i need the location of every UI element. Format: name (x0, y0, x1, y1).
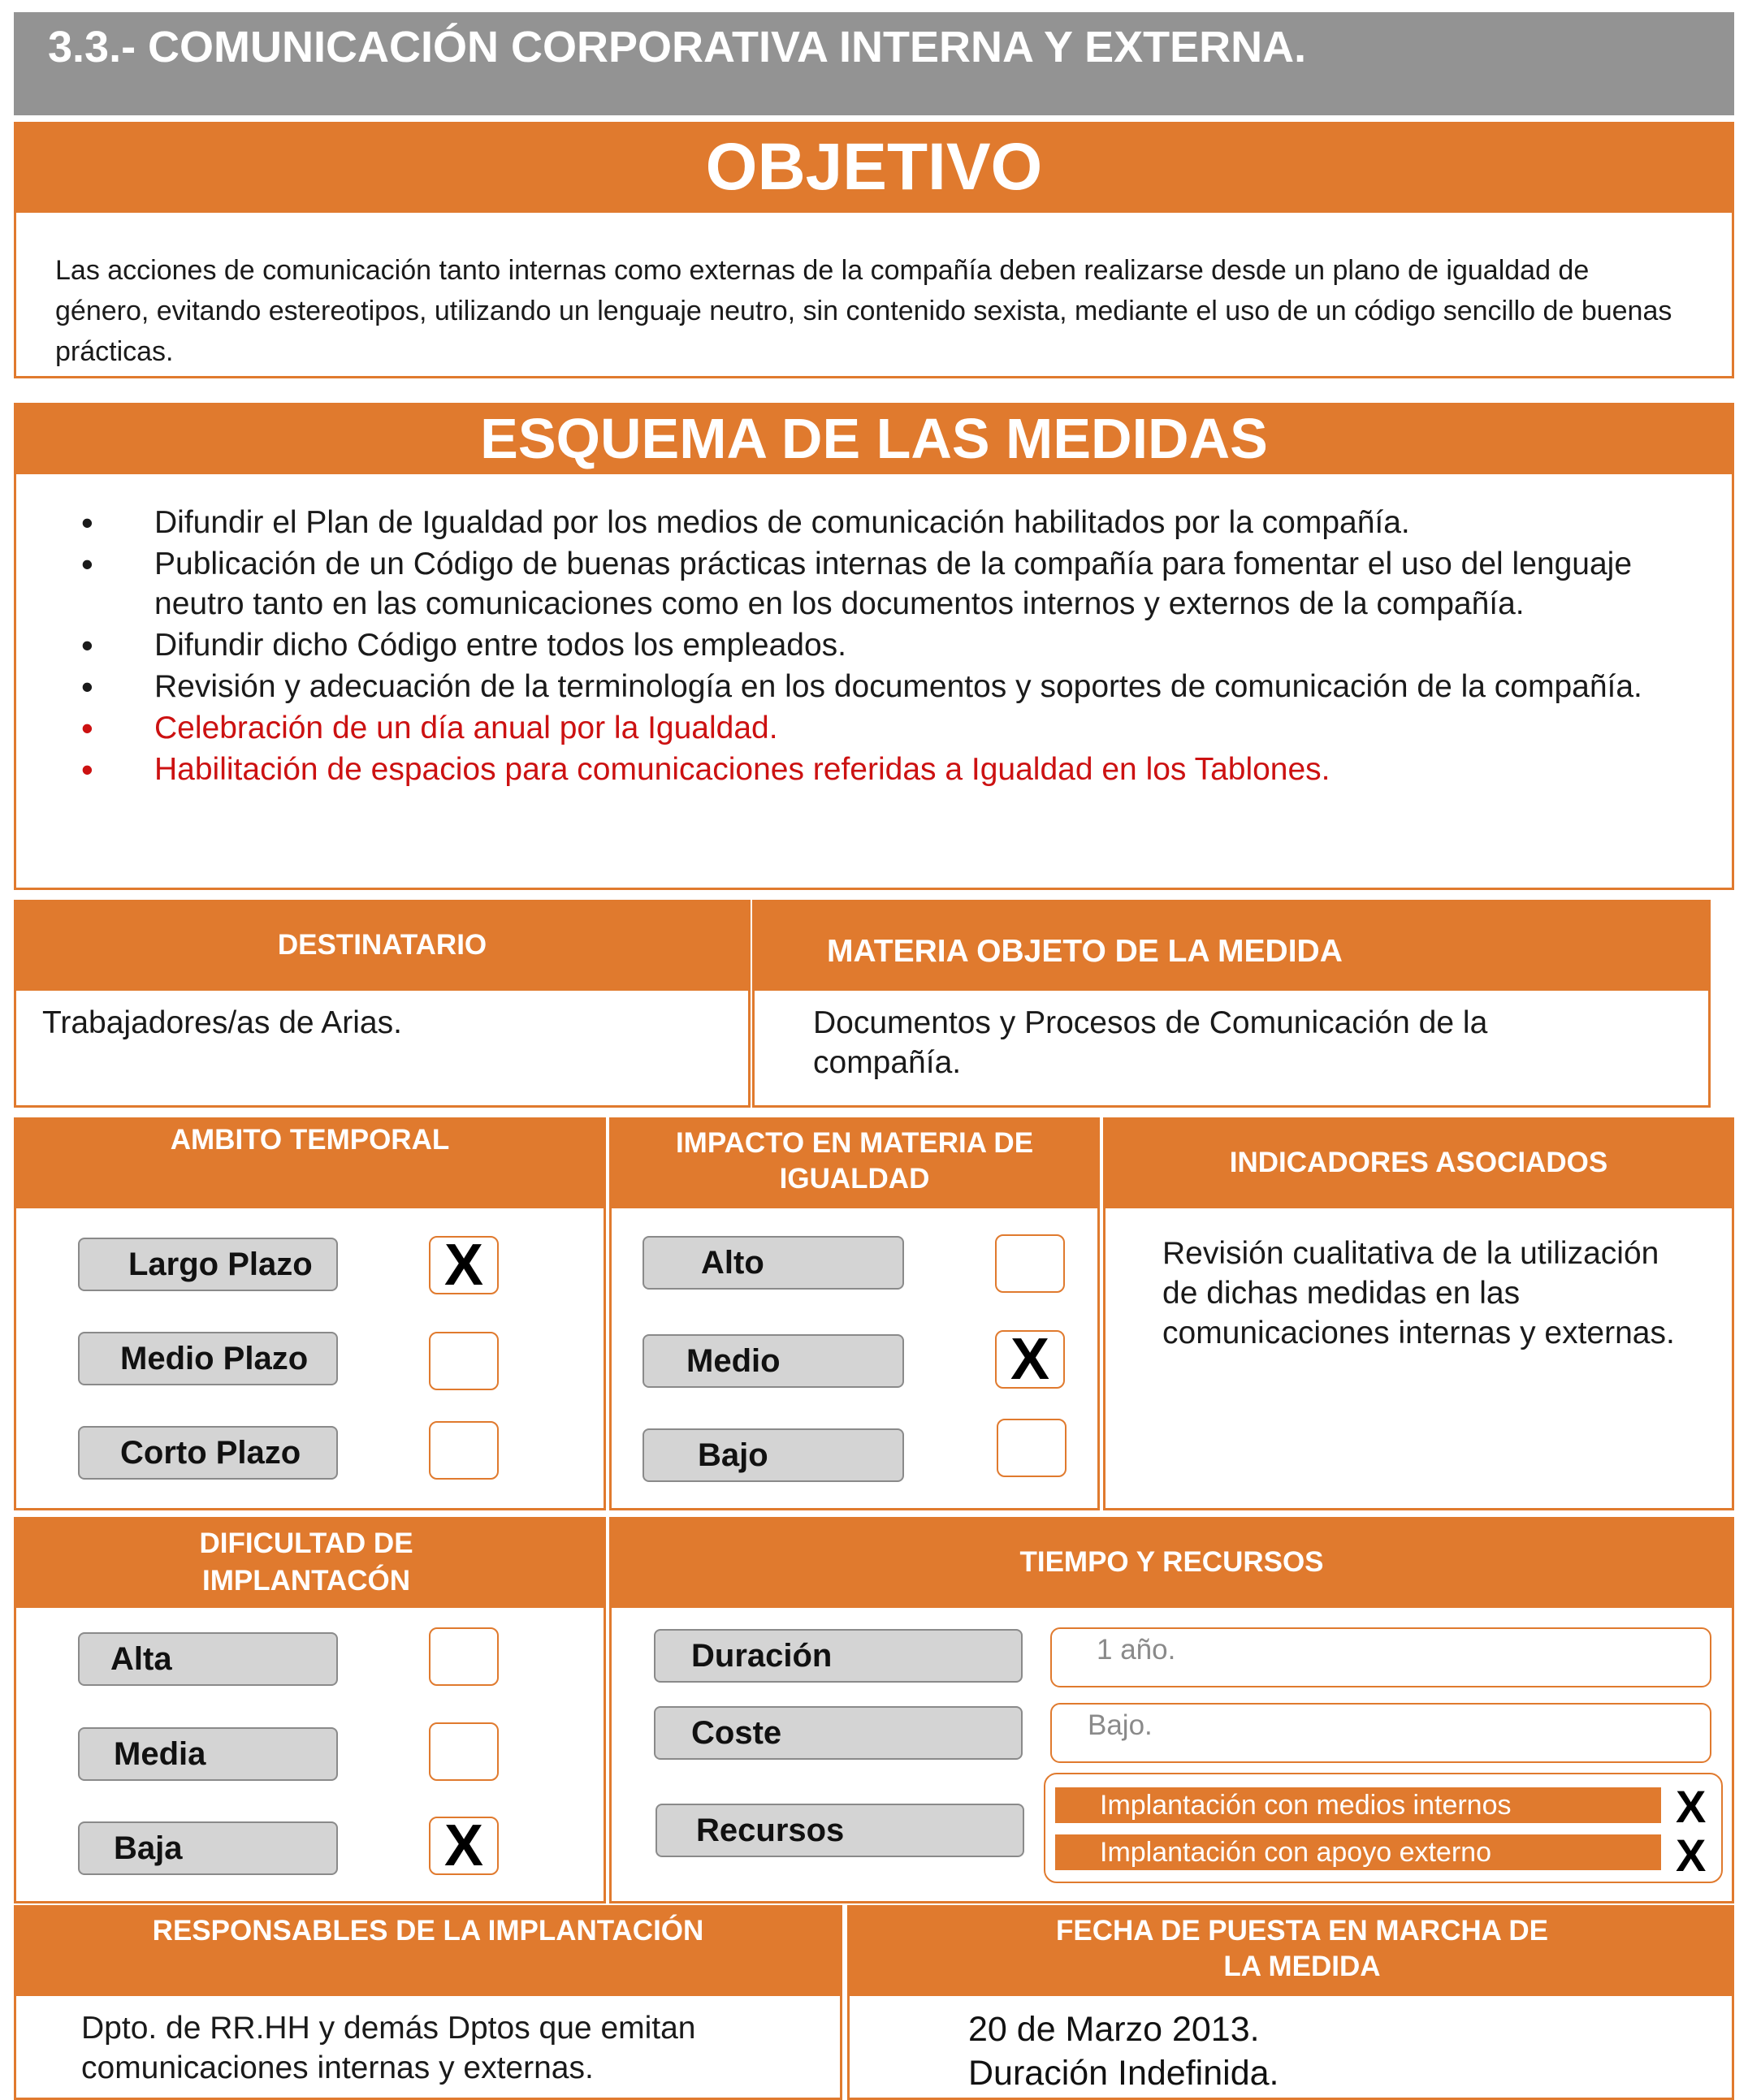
list-item: • Celebración de un día anual por la Igualdad. (81, 708, 1665, 748)
esquema-section (14, 403, 1734, 890)
destinatario-heading: DESTINATARIO (14, 900, 751, 991)
duracion-field[interactable]: 1 año. (1050, 1627, 1711, 1687)
option-alta: Alta (78, 1632, 338, 1686)
materia-heading-text: MATERIA OBJETO DE LA MEDIDA (827, 934, 1343, 969)
dificultad-section (14, 1517, 606, 1903)
esquema-list (81, 503, 1665, 791)
checkbox-medio-plazo[interactable] (429, 1332, 499, 1390)
check-medios-internos[interactable]: X (1676, 1781, 1707, 1832)
dificultad-heading (14, 1517, 606, 1608)
checkbox-alta[interactable] (429, 1627, 499, 1686)
tiempo-section (609, 1517, 1734, 1903)
list-item: • Publicación de un Código de buenas prácticas internas de la compañía para fomentar el uso del lenguaje neutro tanto en las comunicaciones como en los documentos internos y externos de la compañía. (81, 544, 1665, 624)
list-item: • Habilitación de espacios para comunicaciones referidas a Igualdad en los Tablones. (81, 750, 1665, 789)
indicadores-section (1103, 1117, 1734, 1510)
ambito-heading-text: AMBITO TEMPORAL (170, 1124, 450, 1156)
checkbox-bajo[interactable] (997, 1419, 1067, 1477)
recursos-label: Recursos (656, 1804, 1024, 1857)
title-bar (14, 12, 1734, 115)
ambito-section (14, 1117, 606, 1510)
objetivo-text: Las acciones de comunicación tanto internas como externas de la compañía deben realizarse desde un plano de igualdad de género, evitando estereotipos, utilizando un lenguaje neutro, sin contenido sexista, mediante el uso de un código sencillo de buenas prácticas. (55, 255, 1672, 367)
materia-text: Documentos y Procesos de Comunicación de la compañía. (813, 1005, 1488, 1080)
checkbox-alto[interactable] (995, 1234, 1065, 1293)
impacto-heading-text: IMPACTO EN MATERIA DE IGUALDAD (675, 1127, 1034, 1195)
fecha-heading (847, 1905, 1734, 1996)
responsables-section (14, 1905, 842, 2100)
list-item: • Revisión y adecuación de la terminología en los documentos y soportes de comunicación de la compañía. (81, 667, 1665, 706)
option-alto: Alto (643, 1236, 904, 1290)
responsables-heading-text: RESPONSABLES DE LA IMPLANTACIÓN (152, 1915, 704, 1947)
list-item: • Difundir dicho Código entre todos los empleados. (81, 625, 1665, 665)
fecha-duration: Duración Indefinida. (968, 2054, 1279, 2093)
recurso-apoyo-externo: Implantación con apoyo externo (1055, 1834, 1661, 1870)
option-media: Media (78, 1727, 338, 1781)
responsables-text: Dpto. de RR.HH y demás Dptos que emitan comunicaciones internas y externas. (81, 2011, 696, 2085)
dificultad-heading-text: DIFICULTAD DE IMPLANTACÓN (199, 1527, 413, 1597)
option-bajo: Bajo (643, 1428, 904, 1482)
fecha-start-date: 20 de Marzo 2013. (968, 2010, 1260, 2049)
responsables-heading (14, 1905, 842, 1996)
tiempo-heading: TIEMPO Y RECURSOS (609, 1517, 1734, 1608)
esquema-heading: ESQUEMA DE LAS MEDIDAS (14, 403, 1734, 474)
coste-field[interactable]: Bajo. (1050, 1703, 1711, 1763)
duracion-label: Duración (654, 1629, 1023, 1683)
ambito-heading (14, 1117, 606, 1208)
list-item: • Difundir el Plan de Igualdad por los medios de comunicación habilitados por la compañía. (81, 503, 1665, 542)
coste-label: Coste (654, 1706, 1023, 1760)
page-title: 3.3.- COMUNICACIÓN CORPORATIVA INTERNA Y EXTERNA. (48, 23, 1307, 71)
materia-section (752, 900, 1711, 1108)
checkbox-baja[interactable]: X (429, 1817, 499, 1875)
option-medio-plazo: Medio Plazo (78, 1332, 338, 1385)
option-largo-plazo: Largo Plazo (78, 1238, 338, 1291)
checkbox-media[interactable] (429, 1722, 499, 1781)
check-apoyo-externo[interactable]: X (1676, 1830, 1707, 1881)
option-medio: Medio (643, 1334, 904, 1388)
checkbox-medio[interactable]: X (995, 1330, 1065, 1389)
destinatario-text: Trabajadores/as de Arias. (42, 1005, 402, 1040)
checkbox-corto-plazo[interactable] (429, 1421, 499, 1480)
impacto-heading (609, 1117, 1100, 1208)
destinatario-section (14, 900, 751, 1108)
option-corto-plazo: Corto Plazo (78, 1426, 338, 1480)
objetivo-section (14, 122, 1734, 378)
indicadores-heading: INDICADORES ASOCIADOS (1103, 1117, 1734, 1208)
recurso-medios-internos: Implantación con medios internos (1055, 1787, 1661, 1823)
materia-heading (752, 900, 1711, 991)
indicadores-text: Revisión cualitativa de la utilización de dichas medidas en las comunicaciones internas y externas. (1162, 1236, 1675, 1350)
objetivo-heading: OBJETIVO (14, 122, 1734, 213)
fecha-heading-text: FECHA DE PUESTA EN MARCHA DE LA MEDIDA (1055, 1915, 1549, 1982)
fecha-section (847, 1905, 1734, 2100)
checkbox-largo-plazo[interactable]: X (429, 1236, 499, 1294)
option-baja: Baja (78, 1821, 338, 1875)
impacto-section (609, 1117, 1100, 1510)
